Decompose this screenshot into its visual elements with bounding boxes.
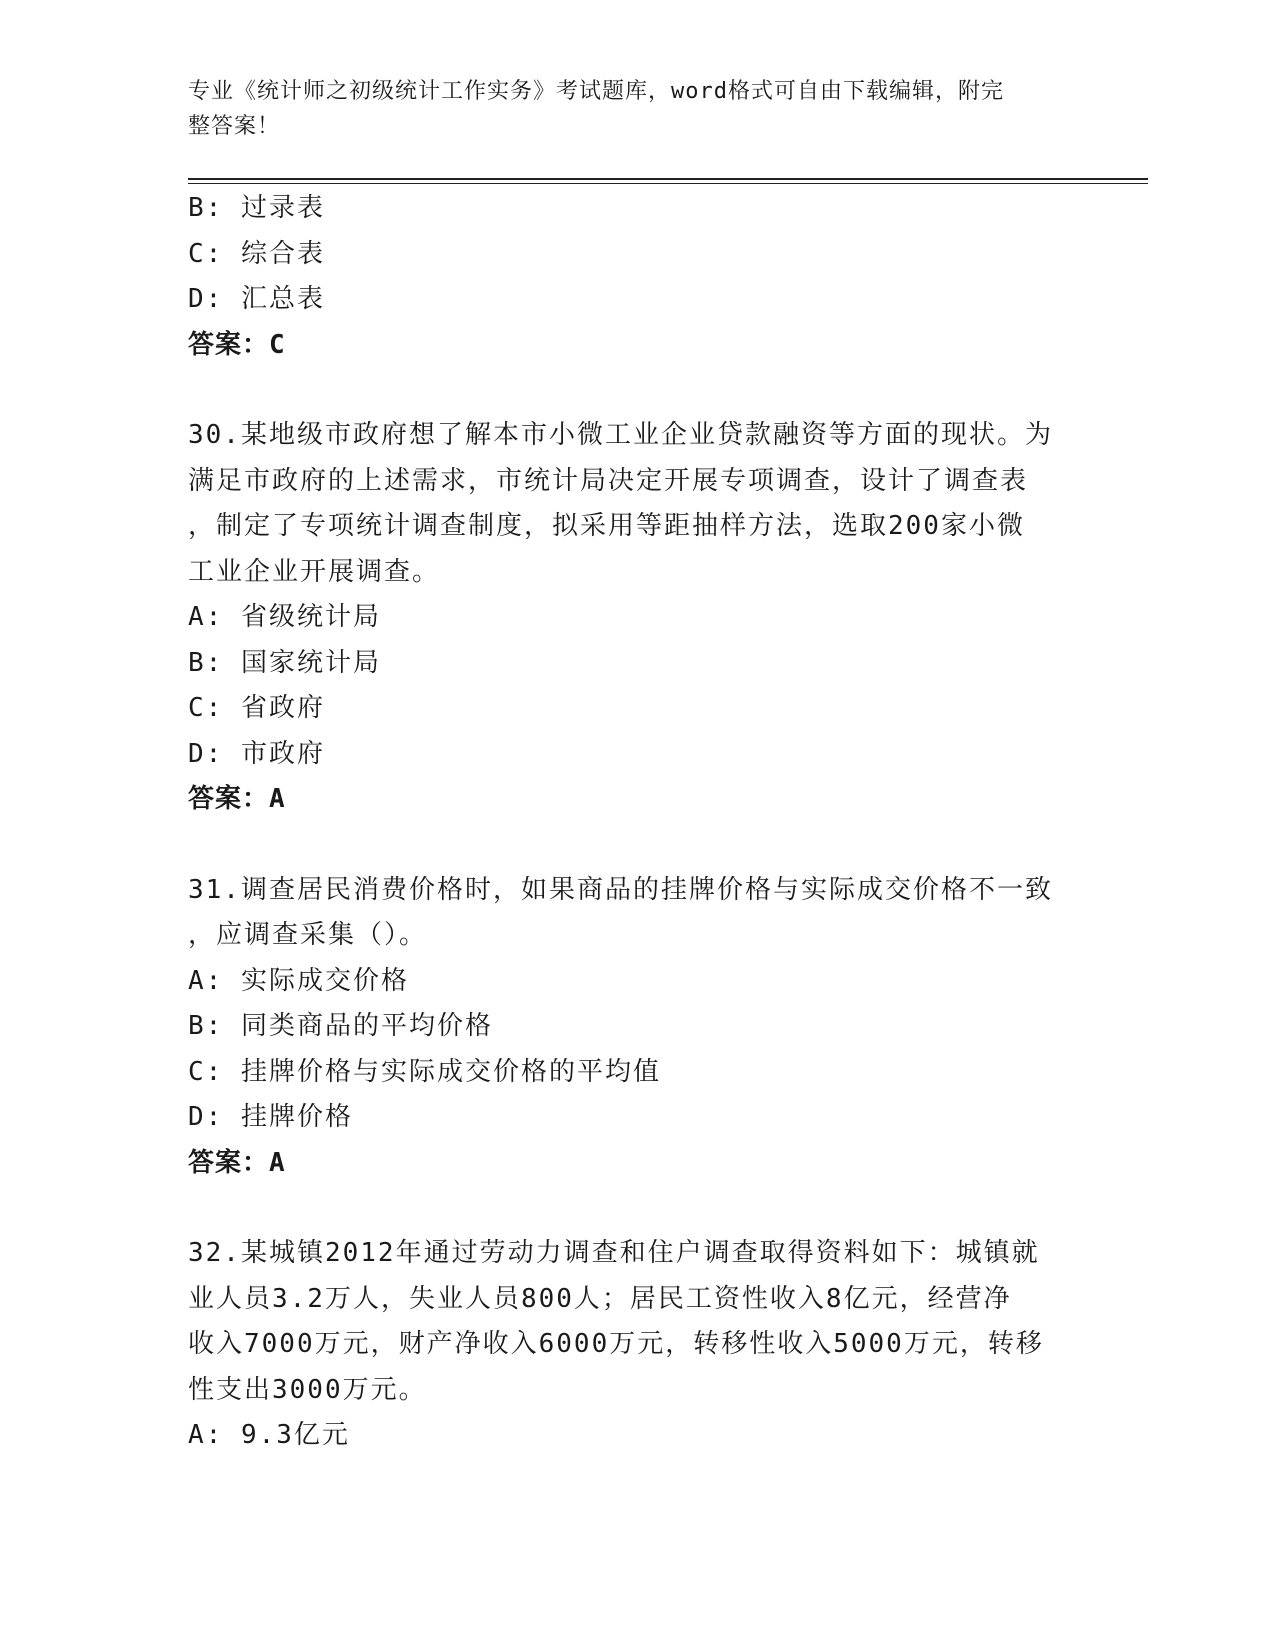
question-text-line: 31.调查居民消费价格时，如果商品的挂牌价格与实际成交价格不一致	[188, 874, 1053, 905]
question-text-line: 32.某城镇2012年通过劳动力调查和住户调查取得资料如下：城镇就	[188, 1238, 1040, 1268]
answer: 答案：A	[188, 1147, 286, 1178]
question-32	[188, 1231, 1088, 1459]
question-text-line: 工业企业开展调查。	[188, 556, 441, 587]
question-29	[188, 186, 1088, 368]
question-text-line: 业人员3.2万人，失业人员800人；居民工资性收入8亿元，经营净	[188, 1283, 1012, 1314]
option-b: B: 同类商品的平均价格	[188, 1011, 493, 1041]
header-line-1: 专业《统计师之初级统计工作实务》考试题库，word格式可自由下载编辑，附完	[188, 79, 1004, 104]
question-text-line: ，制定了专项统计调查制度，拟采用等距抽样方法，选取200家小微	[188, 511, 1025, 541]
answer: 答案：C	[188, 329, 286, 360]
option-d: D: 市政府	[188, 738, 325, 769]
option-a: A: 实际成交价格	[188, 965, 409, 996]
answer: 答案：A	[188, 784, 286, 814]
option-a: A: 9.3亿元	[188, 1420, 350, 1450]
option-c: C: 挂牌价格与实际成交价格的平均值	[188, 1056, 661, 1087]
question-text-line: 收入7000万元，财产净收入6000万元，转移性收入5000万元，转移	[188, 1329, 1044, 1359]
option-b: B: 国家统计局	[188, 647, 381, 678]
option-c: C: 省政府	[188, 693, 325, 723]
question-text-line: 满足市政府的上述需求，市统计局决定开展专项调查，设计了调查表	[188, 465, 1029, 496]
option-d: D: 汇总表	[188, 284, 325, 314]
header-divider	[188, 178, 1148, 184]
question-text-line: 性支出3000万元。	[188, 1374, 427, 1405]
question-list	[188, 186, 1088, 1459]
option-a: A: 省级统计局	[188, 602, 381, 632]
question-31	[188, 868, 1088, 1187]
option-c: C: 综合表	[188, 238, 325, 269]
option-d: D: 挂牌价格	[188, 1102, 353, 1132]
question-text-line: ，应调查采集（）。	[188, 920, 428, 950]
question-30	[188, 413, 1088, 823]
question-text-line: 30.某地级市政府想了解本市小微工业企业贷款融资等方面的现状。为	[188, 420, 1053, 450]
document-header	[188, 74, 1088, 144]
option-b: B: 过录表	[188, 193, 325, 223]
header-line-2: 整答案！	[188, 114, 281, 139]
